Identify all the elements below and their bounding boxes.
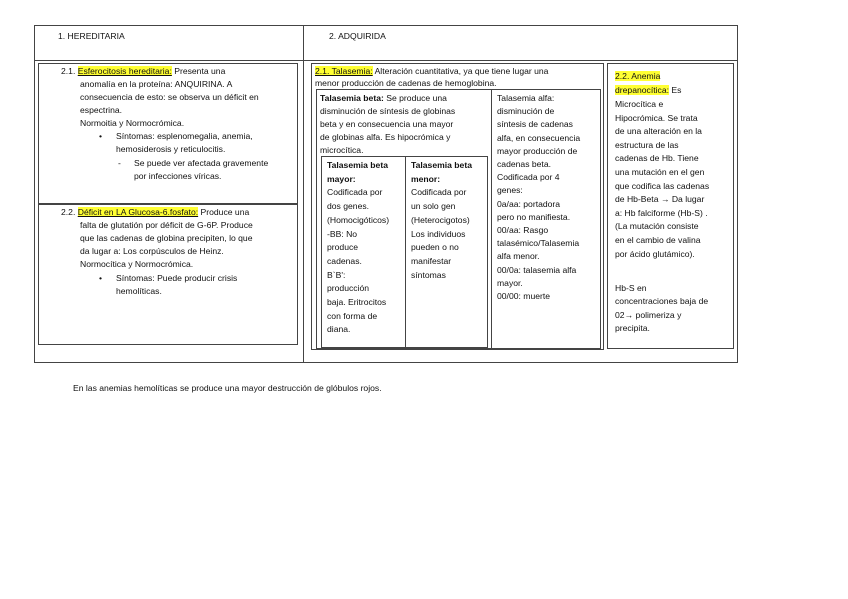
- esferocitosis-dash-2: por infecciones víricas.: [134, 171, 222, 181]
- esferocitosis-sintomas-2: hemosiderosis y reticulocitis.: [116, 144, 226, 154]
- beta-menor-line: (Heterocigotos): [411, 214, 470, 225]
- alfa-line: 0a/aa: portadora: [497, 198, 561, 209]
- drep-line: estructura de las: [615, 139, 679, 150]
- talasemia-beta-line1: Se produce una: [383, 93, 447, 103]
- beta-mayor-line: baja. Eritrocitos: [327, 297, 387, 307]
- talasemia-alfa-divider: [491, 89, 492, 349]
- drep-line: por ácido glutámico).: [615, 248, 695, 259]
- beta-mayor-line: dos genes.: [327, 201, 370, 212]
- beta-mayor-line: Talasemia beta: [327, 160, 388, 170]
- drep2-line: Hb-S en: [615, 283, 647, 293]
- g6pd-number: 2.2.: [61, 207, 76, 217]
- drep-line: (La mutación consiste: [615, 221, 699, 232]
- beta-menor-line: Codificada por: [411, 187, 467, 198]
- header-adquirida: 2. ADQUIRIDA: [329, 31, 386, 41]
- drep-line: a: Hb falciforme (Hb-S) .: [615, 207, 708, 218]
- g6pd-line5: Normocítica y Normocrómica.: [80, 259, 194, 269]
- beta-menor-line: menor:: [411, 173, 441, 184]
- alfa-line: mayor.: [497, 277, 523, 288]
- beta-menor-line: síntomas: [411, 269, 446, 280]
- beta-mayor-line: mayor:: [327, 173, 356, 184]
- beta-mayor-line: -BB: No: [327, 228, 358, 239]
- drepanocitica-title-rest: Es: [668, 85, 682, 95]
- g6pd-title: Déficit en LA Glucosa-6.fosfato:: [77, 207, 199, 217]
- g6pd-line2: falta de glutatión por déficit de G-6P. Produce: [80, 220, 253, 230]
- beta-menor-line: Los individuos: [411, 228, 466, 239]
- alfa-line: mayor producción de: [497, 145, 578, 156]
- drepanocitica-title-1: 2.2. Anemia: [615, 71, 661, 81]
- drep-line: que codifica las cadenas: [615, 180, 710, 191]
- beta-menor-line: manifestar: [411, 255, 452, 266]
- talasemia-beta-subdivider: [405, 156, 406, 348]
- alfa-line: Talasemia alfa:: [497, 93, 555, 103]
- talasemia-beta-line2: disminución de síntesis de globinas: [320, 106, 456, 116]
- drep2-line: 02→ polimeriza y: [615, 309, 682, 320]
- alfa-line: talasémico/Talasemia: [497, 238, 580, 249]
- drep-line: cadenas de Hb. Tiene: [615, 153, 699, 164]
- drep-line: Hipocrómica. Se trata: [615, 112, 698, 123]
- header-hereditaria: 1. HEREDITARIA: [58, 31, 125, 41]
- drep-line: una mutación en el gen: [615, 167, 705, 177]
- alfa-line: disminución de: [497, 106, 555, 117]
- talasemia-title: 2.1. Talasemia:: [315, 66, 373, 76]
- alfa-line: Codificada por 4: [497, 172, 560, 183]
- esferocitosis-dash-1: Se puede ver afectada gravemente: [134, 158, 269, 168]
- talasemia-beta-line3: beta y en consecuencia una mayor: [320, 119, 454, 129]
- drep-line: de Hb-Beta → Da lugar: [615, 194, 705, 205]
- alfa-line: pero no manifiesta.: [497, 211, 571, 222]
- alfa-line: cadenas beta.: [497, 159, 551, 169]
- g6pd-line4: da lugar a: Los corpúsculos de Heinz.: [80, 246, 224, 256]
- beta-mayor-line: Codificada por: [327, 187, 383, 198]
- bullet-icon: •: [99, 131, 103, 141]
- drepanocitica-title-2: drepanocítica:: [615, 85, 669, 95]
- alfa-line: 00/aa: Rasgo: [497, 225, 549, 235]
- beta-mayor-line: producción: [327, 283, 370, 294]
- alfa-line: 00/0a: talasemia alfa: [497, 264, 577, 275]
- beta-mayor-line: diana.: [327, 324, 351, 335]
- drep-line: Microcítica e: [615, 99, 664, 109]
- esferocitosis-number: 2.1.: [61, 66, 76, 76]
- beta-mayor-line: (Homocigóticos): [327, 214, 390, 225]
- esferocitosis-line5: Normoitia y Normocrómica.: [80, 118, 185, 128]
- alfa-line: 00/00: muerte: [497, 291, 551, 301]
- alfa-line: síntesis de cadenas: [497, 119, 573, 130]
- g6pd-sintomas-2: hemolíticas.: [116, 286, 162, 296]
- alfa-line: genes:: [497, 185, 523, 196]
- talasemia-line1: Alteración cuantitativa, ya que tiene lugar una: [372, 66, 549, 76]
- beta-menor-line: un solo gen: [411, 201, 456, 212]
- beta-mayor-line: B`B':: [327, 269, 346, 280]
- esferocitosis-line4: espectrina.: [80, 105, 123, 115]
- beta-menor-line: pueden o no: [411, 242, 459, 253]
- esferocitosis-title: Esferocitosis hereditaria:: [77, 66, 172, 76]
- talasemia-line2: menor producción de cadenas de hemoglobina.: [315, 78, 497, 88]
- g6pd-line3: que las cadenas de globina precipiten, lo que: [80, 233, 253, 243]
- dash-icon: -: [118, 158, 121, 168]
- drep2-line: precipita.: [615, 323, 650, 334]
- beta-mayor-line: cadenas.: [327, 255, 362, 266]
- drep-line: de una alteración en la: [615, 126, 702, 137]
- g6pd-sintomas-1: Síntomas: Puede producir crisis: [116, 273, 238, 283]
- header-row-line: [34, 60, 738, 61]
- drep-line: en el cambio de valina: [615, 235, 701, 245]
- column-divider: [303, 25, 304, 363]
- esferocitosis-line3: consecuencia de esto: se observa un déficit en: [80, 92, 259, 102]
- footer-note: En las anemias hemolíticas se produce una mayor destrucción de glóbulos rojos.: [73, 383, 382, 393]
- esferocitosis-line1: Presenta una: [171, 66, 226, 76]
- beta-mayor-line: produce: [327, 242, 359, 253]
- drep2-line: concentraciones baja de: [615, 296, 709, 307]
- talasemia-beta-line5: microcítica.: [320, 145, 364, 155]
- esferocitosis-sintomas-1: Síntomas: esplenomegalia, anemia,: [116, 131, 253, 141]
- esferocitosis-line2: anomalía en la proteína: ANQUIRINA. A: [80, 79, 233, 89]
- bullet-icon: •: [99, 273, 103, 283]
- talasemia-beta-title: Talasemia beta:: [320, 93, 384, 103]
- alfa-line: alfa, en consecuencia: [497, 132, 581, 143]
- talasemia-beta-line4: de globinas alfa. Es hipocrómica y: [320, 132, 451, 142]
- beta-mayor-line: con forma de: [327, 310, 378, 321]
- g6pd-line1: Produce una: [198, 207, 250, 217]
- alfa-line: alfa menor.: [497, 251, 540, 262]
- beta-menor-line: Talasemia beta: [411, 160, 472, 170]
